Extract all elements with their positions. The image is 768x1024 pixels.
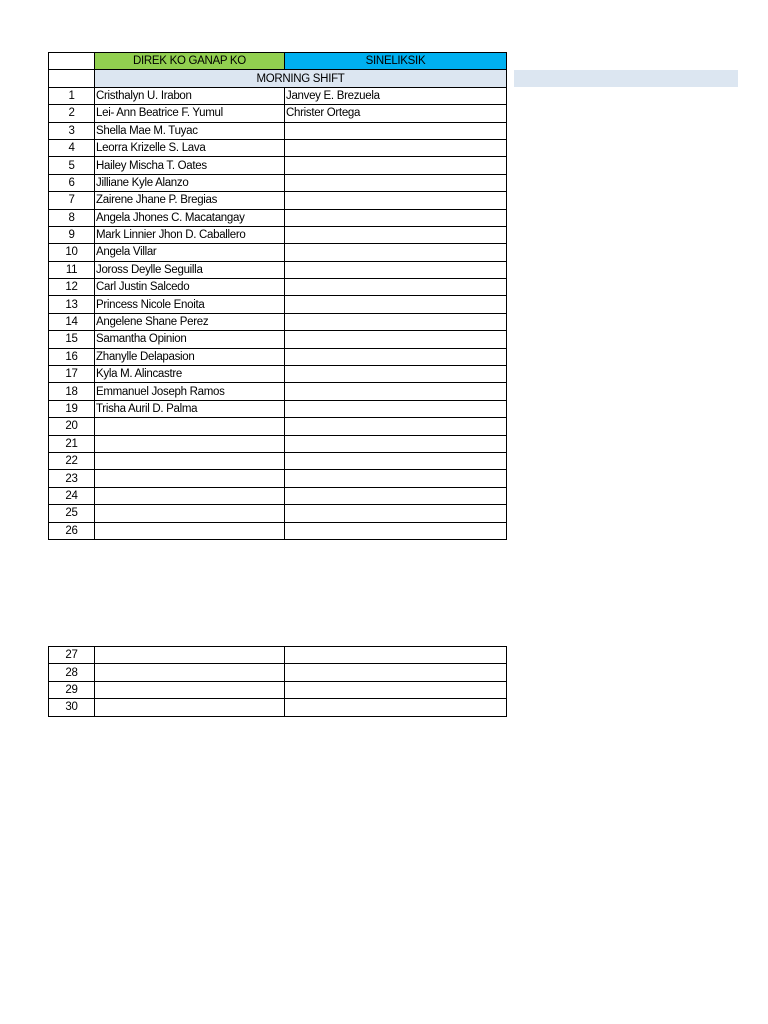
direk-ko-ganap-ko-cell[interactable]: Zhanylle Delapasion: [95, 348, 285, 365]
table-row: [49, 418, 507, 435]
direk-ko-ganap-ko-cell[interactable]: Angela Jhones C. Macatangay: [95, 209, 285, 226]
header-corner-cell[interactable]: [49, 53, 95, 70]
roster-table: [48, 52, 507, 540]
table-row: [49, 348, 507, 365]
table-row: [49, 400, 507, 417]
sineliksik-cell[interactable]: [285, 664, 507, 681]
shift-corner-cell[interactable]: [49, 70, 95, 87]
row-number-cell[interactable]: 19: [49, 400, 95, 417]
row-number-cell[interactable]: 6: [49, 174, 95, 191]
sineliksik-cell[interactable]: [285, 699, 507, 716]
sineliksik-cell[interactable]: [285, 296, 507, 313]
direk-ko-ganap-ko-cell[interactable]: Princess Nicole Enoita: [95, 296, 285, 313]
table-row: [49, 87, 507, 104]
table-row: [49, 244, 507, 261]
table-row: [49, 279, 507, 296]
sineliksik-cell[interactable]: [285, 331, 507, 348]
header-row: [49, 53, 507, 70]
table-row: [49, 452, 507, 469]
row-number-cell[interactable]: 2: [49, 105, 95, 122]
table-row: [49, 122, 507, 139]
row-number-cell[interactable]: 10: [49, 244, 95, 261]
table-row: [49, 226, 507, 243]
row-number-cell[interactable]: 20: [49, 418, 95, 435]
direk-ko-ganap-ko-cell[interactable]: [95, 505, 285, 522]
row-number-cell[interactable]: 8: [49, 209, 95, 226]
roster-table-body: [49, 53, 507, 540]
sineliksik-cell[interactable]: [285, 313, 507, 330]
table-row: [49, 681, 507, 698]
row-number-cell[interactable]: 23: [49, 470, 95, 487]
sineliksik-cell[interactable]: [285, 681, 507, 698]
table-row: [49, 522, 507, 539]
table-row: [49, 105, 507, 122]
direk-ko-ganap-ko-cell[interactable]: Samantha Opinion: [95, 331, 285, 348]
direk-ko-ganap-ko-cell[interactable]: [95, 418, 285, 435]
table-row: [49, 383, 507, 400]
table-row: [49, 664, 507, 681]
direk-ko-ganap-ko-cell[interactable]: Carl Justin Salcedo: [95, 279, 285, 296]
direk-ko-ganap-ko-cell[interactable]: Leorra Krizelle S. Lava: [95, 139, 285, 156]
sineliksik-cell[interactable]: [285, 505, 507, 522]
direk-ko-ganap-ko-cell[interactable]: [95, 664, 285, 681]
sineliksik-cell[interactable]: [285, 400, 507, 417]
sineliksik-cell[interactable]: [285, 174, 507, 191]
row-number-cell[interactable]: 26: [49, 522, 95, 539]
row-number-cell[interactable]: 18: [49, 383, 95, 400]
table-row: [49, 157, 507, 174]
row-number-cell[interactable]: 4: [49, 139, 95, 156]
row-number-cell[interactable]: 29: [49, 681, 95, 698]
row-number-cell[interactable]: 16: [49, 348, 95, 365]
direk-ko-ganap-ko-cell[interactable]: Shella Mae M. Tuyac: [95, 122, 285, 139]
shift-label-cell[interactable]: MORNING SHIFT: [95, 70, 507, 87]
sineliksik-cell[interactable]: [285, 244, 507, 261]
direk-ko-ganap-ko-cell[interactable]: [95, 470, 285, 487]
direk-ko-ganap-ko-cell[interactable]: [95, 647, 285, 664]
table-row: [49, 470, 507, 487]
row-number-cell[interactable]: 11: [49, 261, 95, 278]
direk-ko-ganap-ko-cell[interactable]: Mark Linnier Jhon D. Caballero: [95, 226, 285, 243]
table-row: [49, 487, 507, 504]
sineliksik-cell[interactable]: [285, 435, 507, 452]
direk-ko-ganap-ko-cell[interactable]: [95, 681, 285, 698]
row-number-cell[interactable]: 27: [49, 647, 95, 664]
direk-ko-ganap-ko-cell[interactable]: Angelene Shane Perez: [95, 313, 285, 330]
direk-ko-ganap-ko-cell[interactable]: Lei- Ann Beatrice F. Yumul: [95, 105, 285, 122]
table-row: [49, 699, 507, 716]
table-row: [49, 366, 507, 383]
row-number-cell[interactable]: 3: [49, 122, 95, 139]
row-number-cell[interactable]: 5: [49, 157, 95, 174]
sineliksik-cell[interactable]: [285, 157, 507, 174]
row-number-cell[interactable]: 21: [49, 435, 95, 452]
sineliksik-cell[interactable]: [285, 279, 507, 296]
direk-ko-ganap-ko-cell[interactable]: Jilliane Kyle Alanzo: [95, 174, 285, 191]
sineliksik-cell[interactable]: [285, 647, 507, 664]
roster-continuation-body: [49, 647, 507, 717]
table-row: [49, 647, 507, 664]
direk-ko-ganap-ko-cell[interactable]: Joross Deylle Seguilla: [95, 261, 285, 278]
table-row: [49, 192, 507, 209]
sineliksik-cell[interactable]: [285, 122, 507, 139]
row-number-cell[interactable]: 17: [49, 366, 95, 383]
header-direk-ko-ganap-ko[interactable]: DIREK KO GANAP KO: [95, 53, 285, 70]
direk-ko-ganap-ko-cell[interactable]: Kyla M. Alincastre: [95, 366, 285, 383]
row-number-cell[interactable]: 15: [49, 331, 95, 348]
row-number-cell[interactable]: 13: [49, 296, 95, 313]
sineliksik-cell[interactable]: [285, 261, 507, 278]
row-number-cell[interactable]: 30: [49, 699, 95, 716]
row-number-cell[interactable]: 25: [49, 505, 95, 522]
direk-ko-ganap-ko-cell[interactable]: Emmanuel Joseph Ramos: [95, 383, 285, 400]
roster-table-continuation: [48, 646, 507, 717]
row-number-cell[interactable]: 9: [49, 226, 95, 243]
table-row: [49, 261, 507, 278]
row-number-cell[interactable]: 14: [49, 313, 95, 330]
sineliksik-cell[interactable]: Janvey E. Brezuela: [285, 87, 507, 104]
sineliksik-cell[interactable]: [285, 522, 507, 539]
row-number-cell[interactable]: 12: [49, 279, 95, 296]
sineliksik-cell[interactable]: [285, 192, 507, 209]
direk-ko-ganap-ko-cell[interactable]: Hailey Mischa T. Oates: [95, 157, 285, 174]
sineliksik-cell[interactable]: [285, 139, 507, 156]
sineliksik-cell[interactable]: [285, 383, 507, 400]
table-row: [49, 505, 507, 522]
sineliksik-cell[interactable]: [285, 487, 507, 504]
row-number-cell[interactable]: 24: [49, 487, 95, 504]
table-row: [49, 209, 507, 226]
sineliksik-cell[interactable]: [285, 418, 507, 435]
sineliksik-cell[interactable]: [285, 470, 507, 487]
row-number-cell[interactable]: 22: [49, 452, 95, 469]
direk-ko-ganap-ko-cell[interactable]: Angela Villar: [95, 244, 285, 261]
shift-row-fill-extension: [514, 70, 738, 87]
table-row: [49, 313, 507, 330]
header-sineliksik[interactable]: SINELIKSIK: [285, 53, 507, 70]
direk-ko-ganap-ko-cell[interactable]: [95, 435, 285, 452]
table-row: [49, 174, 507, 191]
direk-ko-ganap-ko-cell[interactable]: [95, 487, 285, 504]
sineliksik-cell[interactable]: Christer Ortega: [285, 105, 507, 122]
row-number-cell[interactable]: 7: [49, 192, 95, 209]
direk-ko-ganap-ko-cell[interactable]: [95, 452, 285, 469]
sineliksik-cell[interactable]: [285, 226, 507, 243]
direk-ko-ganap-ko-cell[interactable]: Cristhalyn U. Irabon: [95, 87, 285, 104]
row-number-cell[interactable]: 28: [49, 664, 95, 681]
sineliksik-cell[interactable]: [285, 348, 507, 365]
table-row: [49, 331, 507, 348]
direk-ko-ganap-ko-cell[interactable]: [95, 699, 285, 716]
shift-row: [49, 70, 507, 87]
direk-ko-ganap-ko-cell[interactable]: [95, 522, 285, 539]
table-row: [49, 296, 507, 313]
sineliksik-cell[interactable]: [285, 366, 507, 383]
sineliksik-cell[interactable]: [285, 209, 507, 226]
direk-ko-ganap-ko-cell[interactable]: Trisha Auril D. Palma: [95, 400, 285, 417]
sineliksik-cell[interactable]: [285, 452, 507, 469]
direk-ko-ganap-ko-cell[interactable]: Zairene Jhane P. Bregias: [95, 192, 285, 209]
row-number-cell[interactable]: 1: [49, 87, 95, 104]
table-row: [49, 139, 507, 156]
table-row: [49, 435, 507, 452]
